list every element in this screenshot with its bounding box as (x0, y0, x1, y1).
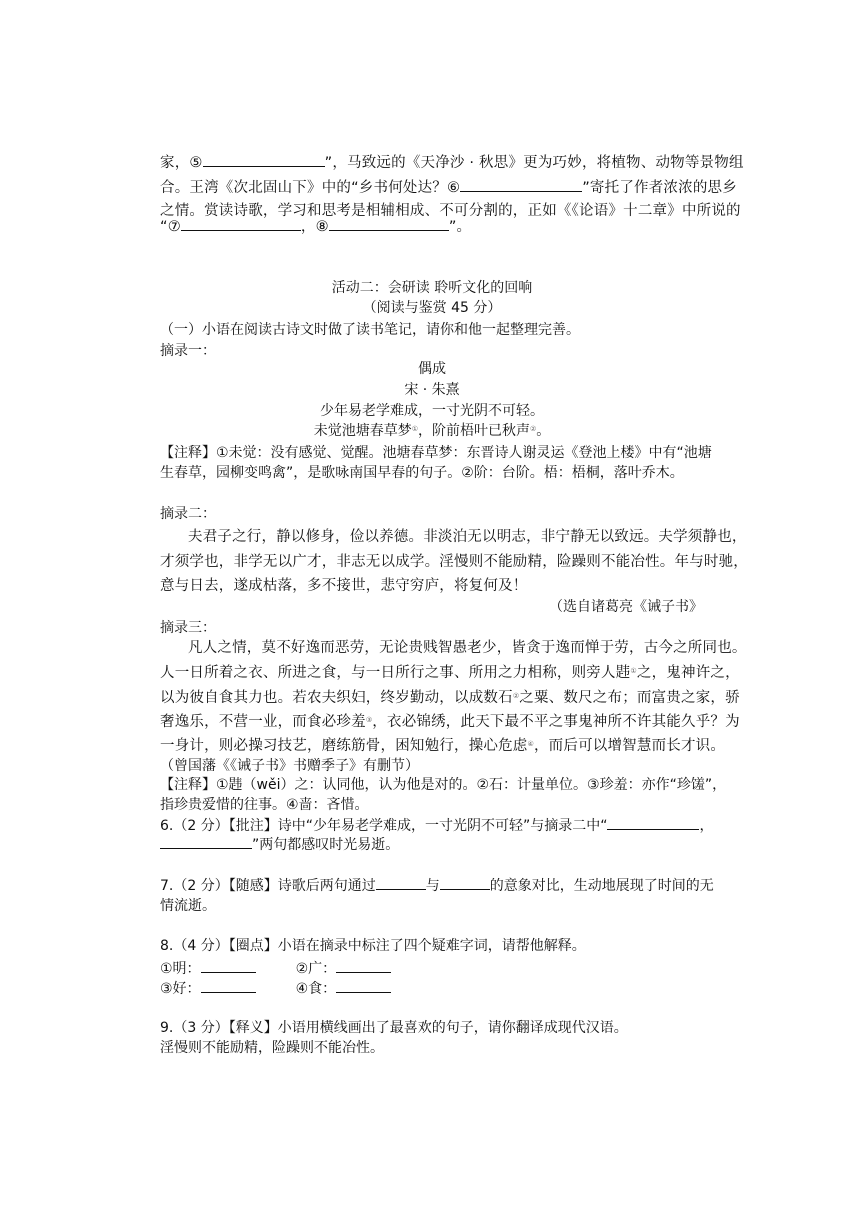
text: 之粟、数尺之布；而富贵之家，骄 (519, 690, 740, 706)
excerpt3-para-5 (160, 736, 725, 756)
excerpt2-para-1: 夫君子之行，静以修身，俭以养德。非淡泊无以明志，非宁静无以致远。夫学须静也， (188, 529, 747, 545)
text: ②广： (295, 961, 337, 977)
text: ①明： (160, 961, 201, 977)
poem-line-2 (160, 421, 704, 441)
excerpt1-note-2: 生春草，园柳变鸣禽”，是歌咏南国早春的句子。②阶：台阶。梧：梧桐，落叶乔木。 (160, 465, 684, 481)
question-8-row-2 (160, 978, 391, 999)
question-8-row-1 (160, 958, 391, 979)
text: 。 (536, 423, 551, 439)
answer-blank[interactable] (336, 958, 391, 973)
section-intro: （一）小语在阅读古诗文时做了读书笔记，请你和他一起整理完善。 (160, 322, 580, 338)
activity-subtitle: （阅读与鉴赏 45 分） (362, 300, 502, 316)
text: ③好： (160, 981, 201, 997)
text: ，衣必锦绣，此天下最不平之事鬼神所不许其能久乎？为 (372, 714, 740, 730)
footnote-mark: ④ (527, 740, 534, 748)
blank-6[interactable] (460, 177, 582, 192)
text: 一身计，则必操习技艺，磨练筋骨，困知勉行，操心危虑 (160, 738, 528, 754)
footnote-mark: ① (630, 667, 637, 675)
excerpt1-note-1: 【注释】①未觉：没有感觉、觉醒。池塘春草梦：东晋诗人谢灵运《登池上楼》中有“池塘 (160, 445, 712, 461)
excerpt3-para-2 (160, 663, 740, 683)
blank-7[interactable] (181, 216, 301, 231)
answer-blank[interactable] (607, 815, 699, 830)
question-9: 9.（3 分）【释义】小语用横线画出了最喜欢的句子，请你翻译成现代汉语。 (160, 1020, 628, 1036)
text: 之，鬼神许之， (636, 665, 740, 681)
excerpt2-para-3: 意与日去，遂成枯落，多不接世，悲守穷庐，将复何及！ (160, 578, 528, 594)
answer-blank[interactable] (376, 875, 426, 890)
text: ”寄托了作者浓浓的思乡 (582, 180, 737, 196)
text: “⑦ (160, 219, 181, 235)
text: 奢逸乐，不营一业，而食必珍羞 (160, 714, 366, 730)
text: 的意象对比，生动地展现了时间的无 (489, 878, 714, 894)
excerpt3-para-4 (160, 712, 740, 732)
excerpt2-source: （选自诸葛亮《诫子书》 (549, 599, 703, 615)
excerpt3-note-2: 指珍贵爱惜的往事。④啬：吝惜。 (160, 797, 369, 813)
excerpt3-note-1: 【注释】①韪（wěi）之：认同他，认为他是对的。②石：计量单位。③珍羞：亦作“珍馐”， (160, 777, 727, 793)
activity-title: 活动二：会研读 聆听文化的回响 (331, 280, 533, 296)
text: 合。王湾《次北固山下》中的“乡书何处达？⑥ (160, 180, 461, 196)
poem-line-1: 少年易老学难成，一寸光阴不可轻。 (320, 403, 544, 419)
excerpt1-label: 摘录一： (160, 343, 216, 359)
text: ，阶前梧叶已秋声 (418, 423, 530, 439)
excerpt3-label: 摘录三： (160, 620, 216, 636)
question-7 (160, 875, 714, 896)
question-7-cont: 情流逝。 (160, 898, 216, 914)
footnote-mark: ② (530, 425, 537, 433)
poem-author: 宋 · 朱熹 (404, 382, 460, 398)
answer-blank[interactable] (440, 875, 490, 890)
poem-title: 偶成 (418, 361, 446, 377)
text: 6.（2 分）【批注】诗中“少年易老学难成，一寸光阴不可轻”与摘录二中“ (160, 818, 608, 834)
answer-blank[interactable] (336, 978, 391, 993)
answer-blank[interactable] (160, 834, 252, 849)
text: 未觉池塘春草梦 (313, 423, 412, 439)
text: ，而后可以增智慧而长才识。 (533, 738, 726, 754)
question-8: 8.（4 分）【圈点】小语在摘录中标注了四个疑难字词，请帮他解释。 (160, 938, 586, 954)
top-line-1 (160, 152, 744, 173)
top-line-2 (160, 177, 737, 198)
text: ”，马致远的《天净沙 · 秋思》更为巧妙，将植物、动物等景物组 (324, 155, 744, 171)
text: 与 (425, 878, 440, 894)
text: 7.（2 分）【随感】诗歌后两句通过 (160, 878, 376, 894)
excerpt3-para-3 (160, 688, 740, 708)
answer-blank[interactable] (201, 978, 256, 993)
footnote-mark: ③ (365, 716, 373, 724)
text: ，⑧ (300, 219, 329, 235)
text: 人一日所着之衣、所进之食，与一日所行之事、所用之力相称，则旁人韪 (160, 665, 631, 681)
footnote-mark: ① (411, 425, 418, 433)
text: ”两句都感叹时光易逝。 (252, 837, 400, 853)
text: ， (699, 818, 714, 834)
blank-8[interactable] (329, 216, 449, 231)
question-6-cont (160, 834, 399, 855)
excerpt2-label: 摘录二： (160, 506, 216, 522)
excerpt3-para-1: 凡人之情，莫不好逸而恶劳，无论贵贱智愚老少，皆贪于逸而惮于劳，古今之所同也。 (188, 640, 747, 656)
text: 以为彼自食其力也。若农夫织妇，终岁勤动，以成数石 (160, 690, 513, 706)
footnote-mark: ② (512, 692, 520, 700)
blank-5[interactable] (203, 152, 325, 167)
top-line-3: 之情。赏读诗歌，学习和思考是相辅相成、不可分割的，正如《《论语》十二章》中所说的 (160, 203, 741, 219)
text: ④食： (295, 981, 337, 997)
text: 家，⑤ (160, 155, 203, 171)
excerpt3-source: （曾国藩《《诫子书》书赠季子》有删节） (160, 758, 419, 774)
question-6 (160, 815, 713, 836)
top-line-4 (160, 216, 471, 237)
excerpt2-para-2: 才须学也，非学无以广才，非志无以成学。淫慢则不能励精，险躁则不能冶性。年与时驰， (160, 554, 748, 570)
question-9-sentence: 淫慢则不能励精，险躁则不能冶性。 (160, 1040, 384, 1056)
answer-blank[interactable] (201, 958, 256, 973)
text: ”。 (448, 219, 472, 235)
